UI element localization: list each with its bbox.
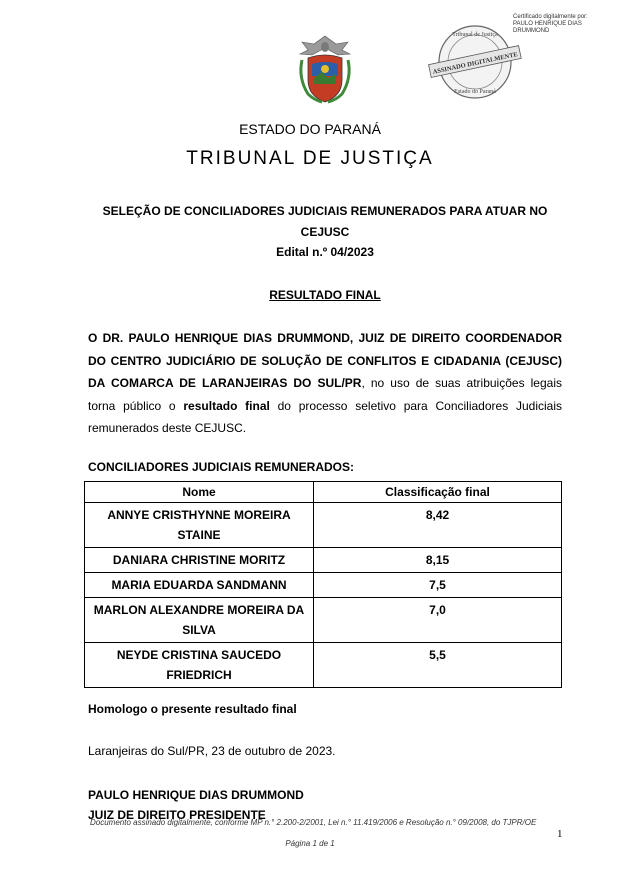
certificate-line: Certificado digitalmente por:	[513, 14, 588, 20]
candidate-name: NEYDE CRISTINA SAUCEDO FRIEDRICH	[85, 643, 314, 688]
column-header-score: Classificação final	[314, 482, 562, 503]
results-table	[84, 481, 562, 688]
candidate-score: 7,5	[314, 573, 562, 598]
candidate-score: 8,42	[314, 503, 562, 548]
candidate-name: DANIARA CHRISTINE MORITZ	[85, 548, 314, 573]
table-row	[85, 503, 562, 548]
table-header-row	[85, 482, 562, 503]
candidate-name: MARLON ALEXANDRE MOREIRA DA SILVA	[85, 598, 314, 643]
announcement-authority: O DR. PAULO HENRIQUE DIAS DRUMMOND, JUIZ DE DIREITO COORDENADOR DO CENTRO JUDICIÁRIO DE SOLUÇÃO DE CONFLITOS E CIDADANIA (CEJUSC) DA COMARCA DE LARANJEIRAS DO SUL/PR	[88, 331, 562, 390]
seal-bottom-text: Estado do Paraná	[454, 89, 496, 95]
page-count: Página 1 de 1	[285, 839, 335, 848]
certificate-line: PAULO HENRIQUE DIAS	[513, 21, 582, 27]
signer-name: PAULO HENRIQUE DIAS DRUMMOND	[88, 788, 304, 802]
signer-title: JUIZ DE DIREITO PRESIDENTE	[88, 808, 266, 822]
candidate-score: 8,15	[314, 548, 562, 573]
table-row	[85, 598, 562, 643]
candidate-score: 7,0	[314, 598, 562, 643]
edital-number: Edital n.º 04/2023	[276, 245, 374, 259]
digital-signature-seal-icon	[425, 22, 525, 102]
seal-band-text: ASSINADO DIGITALMENTE	[432, 51, 519, 76]
digital-signature-footer: Documento assinado digitalmente, conforme MP n.° 2.200-2/2001, Lei n.° 11.419/2006 e Resolução n.° 09/2008, do TJPR/OE	[90, 818, 537, 827]
digital-certificate-note	[513, 14, 611, 35]
candidate-name: MARIA EDUARDA SANDMANN	[85, 573, 314, 598]
state-heading: ESTADO DO PARANÁ	[239, 121, 381, 137]
parana-coat-of-arms-icon	[294, 34, 356, 104]
candidate-name: ANNYE CRISTHYNNE MOREIRA STAINE	[85, 503, 314, 548]
announcement-middle: , no uso de suas atribuições legais torna público o	[88, 376, 562, 413]
table-row	[85, 573, 562, 598]
column-header-name: Nome	[85, 482, 314, 503]
seal-top-text: Tribunal de Justiça	[452, 32, 498, 38]
selection-title: SELEÇÃO DE CONCILIADORES JUDICIAIS REMUNERADOS PARA ATUAR NO CEJUSC	[102, 204, 548, 239]
place-and-date: Laranjeiras do Sul/PR, 23 de outubro de 2023.	[88, 744, 336, 758]
table-title: CONCILIADORES JUDICIAIS REMUNERADOS:	[88, 460, 355, 474]
candidate-score: 5,5	[314, 643, 562, 688]
result-title: RESULTADO FINAL	[269, 288, 381, 302]
homologation-statement: Homologo o presente resultado final	[88, 702, 297, 716]
table-row	[85, 643, 562, 688]
court-heading: TRIBUNAL DE JUSTIÇA	[186, 148, 434, 169]
table-row	[85, 548, 562, 573]
page-number: 1	[557, 828, 563, 840]
announcement-paragraph	[88, 327, 562, 440]
certificate-line: DRUMMOND	[513, 28, 550, 34]
announcement-end: do processo seletivo para Conciliadores Judiciais remunerados deste CEJUSC.	[88, 398, 562, 435]
announcement-emphasis: resultado final	[183, 398, 270, 413]
